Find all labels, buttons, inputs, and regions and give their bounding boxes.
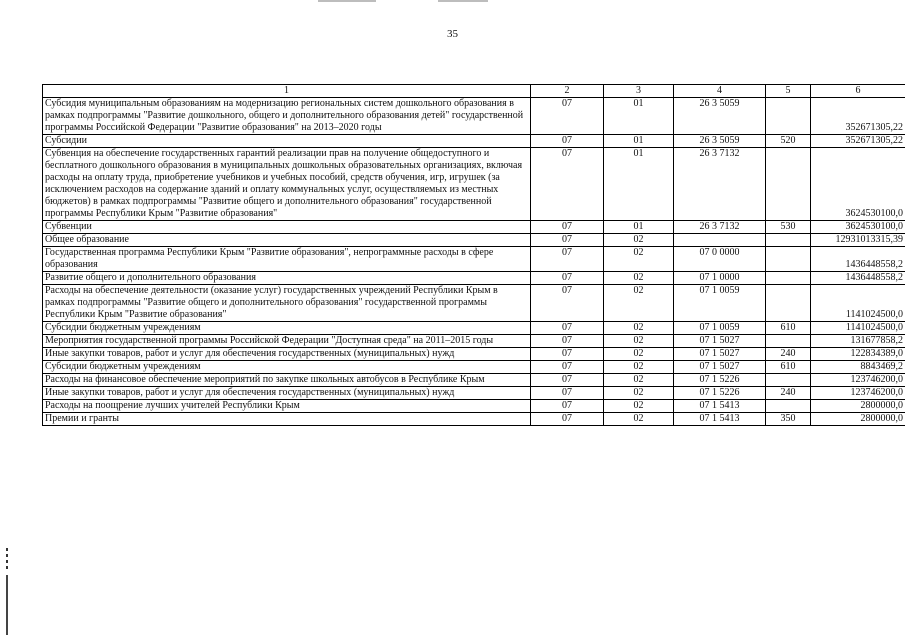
row-name: Субсидия муниципальным образованиям на модернизацию региональных систем дошкольного образования в рамках подпрограммы "Развитие дошкольного, общего и дополнительного образования детей" государственной программы Российской Федерации "Развитие образования" на 2013–2020 годы <box>43 98 531 135</box>
section-code: 07 <box>531 272 604 285</box>
amount: 123746200,0 <box>811 374 905 387</box>
row-name: Субсидии <box>43 135 531 148</box>
expense-type-code: 610 <box>766 361 811 374</box>
target-article-code: 07 1 0059 <box>674 285 766 322</box>
table-row <box>43 374 905 387</box>
section-code: 07 <box>531 361 604 374</box>
target-article-code: 26 3 7132 <box>674 221 766 234</box>
row-name: Расходы на финансовое обеспечение мероприятий по закупке школьных автобусов в Республике Крым <box>43 374 531 387</box>
row-name: Расходы на обеспечение деятельности (оказание услуг) государственных учреждений Республики Крым в рамках подпрограммы "Развитие общего и дополнительного образования" государственной программы Республики Крым "Развитие образования" <box>43 285 531 322</box>
column-header: 6 <box>811 85 905 98</box>
amount: 1141024500,0 <box>811 285 905 322</box>
table-row <box>43 285 905 322</box>
expense-type-code <box>766 98 811 135</box>
scan-edge-mark-left <box>318 0 376 2</box>
row-name: Субсидии бюджетным учреждениям <box>43 322 531 335</box>
subsection-code: 02 <box>604 234 674 247</box>
amount: 12931013315,39 <box>811 234 905 247</box>
target-article-code: 26 3 7132 <box>674 148 766 221</box>
amount: 8843469,2 <box>811 361 905 374</box>
column-header: 3 <box>604 85 674 98</box>
table-row <box>43 148 905 221</box>
expense-type-code: 240 <box>766 348 811 361</box>
subsection-code: 02 <box>604 285 674 322</box>
table-row <box>43 348 905 361</box>
section-code: 07 <box>531 374 604 387</box>
subsection-code: 02 <box>604 247 674 272</box>
row-name: Общее образование <box>43 234 531 247</box>
target-article-code: 26 3 5059 <box>674 98 766 135</box>
row-name: Иные закупки товаров, работ и услуг для обеспечения государственных (муниципальных) нужд <box>43 387 531 400</box>
row-name: Субсидии бюджетным учреждениям <box>43 361 531 374</box>
subsection-code: 01 <box>604 221 674 234</box>
scan-edge-mark-right <box>438 0 488 2</box>
binding-dots <box>6 548 8 572</box>
expense-type-code <box>766 374 811 387</box>
budget-table <box>42 84 905 426</box>
amount: 352671305,22 <box>811 98 905 135</box>
amount: 1436448558,2 <box>811 272 905 285</box>
target-article-code: 07 1 5413 <box>674 413 766 426</box>
column-number-row <box>43 85 905 98</box>
target-article-code: 26 3 5059 <box>674 135 766 148</box>
subsection-code: 02 <box>604 335 674 348</box>
column-header: 1 <box>43 85 531 98</box>
target-article-code: 07 0 0000 <box>674 247 766 272</box>
section-code: 07 <box>531 413 604 426</box>
subsection-code: 01 <box>604 148 674 221</box>
section-code: 07 <box>531 285 604 322</box>
target-article-code: 07 1 5413 <box>674 400 766 413</box>
table-row <box>43 247 905 272</box>
expense-type-code: 240 <box>766 387 811 400</box>
table-row <box>43 234 905 247</box>
amount: 2800000,0 <box>811 400 905 413</box>
target-article-code: 07 1 5027 <box>674 348 766 361</box>
row-name: Субвенции <box>43 221 531 234</box>
expense-type-code <box>766 335 811 348</box>
section-code: 07 <box>531 387 604 400</box>
section-code: 07 <box>531 221 604 234</box>
binding-line <box>6 575 8 635</box>
amount: 2800000,0 <box>811 413 905 426</box>
table-row <box>43 221 905 234</box>
row-name: Государственная программа Республики Крым "Развитие образования", непрограммные расходы в сфере образования <box>43 247 531 272</box>
section-code: 07 <box>531 98 604 135</box>
table-row <box>43 135 905 148</box>
expense-type-code <box>766 148 811 221</box>
table-row <box>43 98 905 135</box>
target-article-code: 07 1 5027 <box>674 361 766 374</box>
section-code: 07 <box>531 322 604 335</box>
expense-type-code <box>766 285 811 322</box>
row-name: Субвенция на обеспечение государственных гарантий реализации прав на получение общедоступного и бесплатного дошкольного образования в муниципальных дошкольных образовательных организациях, включая расходы на оплату труда, приобретение учебников и учебных пособий, средств обучения, игр, игрушек (за исключением расходов на содержание зданий и оплату коммунальных услуг, осуществляемых из местных бюджетов) в рамках подпрограммы "Развитие общего и дополнительного образования" государственной программы Республики Крым "Развитие образования" <box>43 148 531 221</box>
section-code: 07 <box>531 348 604 361</box>
row-name: Премии и гранты <box>43 413 531 426</box>
expense-type-code: 530 <box>766 221 811 234</box>
expense-type-code: 610 <box>766 322 811 335</box>
target-article-code: 07 1 0059 <box>674 322 766 335</box>
table-row <box>43 361 905 374</box>
row-name: Мероприятия государственной программы Российской Федерации "Доступная среда" на 2011–2015 годы <box>43 335 531 348</box>
subsection-code: 02 <box>604 361 674 374</box>
table-row <box>43 322 905 335</box>
subsection-code: 02 <box>604 413 674 426</box>
section-code: 07 <box>531 335 604 348</box>
subsection-code: 02 <box>604 374 674 387</box>
amount: 122834389,0 <box>811 348 905 361</box>
subsection-code: 02 <box>604 400 674 413</box>
subsection-code: 02 <box>604 322 674 335</box>
target-article-code: 07 1 5027 <box>674 335 766 348</box>
subsection-code: 02 <box>604 272 674 285</box>
section-code: 07 <box>531 247 604 272</box>
expense-type-code: 350 <box>766 413 811 426</box>
expense-type-code <box>766 272 811 285</box>
amount: 123746200,0 <box>811 387 905 400</box>
subsection-code: 01 <box>604 98 674 135</box>
amount: 1436448558,2 <box>811 247 905 272</box>
amount: 352671305,22 <box>811 135 905 148</box>
expense-type-code <box>766 247 811 272</box>
section-code: 07 <box>531 135 604 148</box>
table-row <box>43 400 905 413</box>
section-code: 07 <box>531 400 604 413</box>
amount: 3624530100,0 <box>811 221 905 234</box>
amount: 131677858,2 <box>811 335 905 348</box>
target-article-code: 07 1 5226 <box>674 387 766 400</box>
expense-type-code <box>766 400 811 413</box>
section-code: 07 <box>531 234 604 247</box>
page-number: 35 <box>447 28 458 40</box>
target-article-code <box>674 234 766 247</box>
target-article-code: 07 1 0000 <box>674 272 766 285</box>
row-name: Развитие общего и дополнительного образования <box>43 272 531 285</box>
table-row <box>43 335 905 348</box>
table-row <box>43 387 905 400</box>
column-header: 2 <box>531 85 604 98</box>
amount: 1141024500,0 <box>811 322 905 335</box>
target-article-code: 07 1 5226 <box>674 374 766 387</box>
column-header: 5 <box>766 85 811 98</box>
row-name: Иные закупки товаров, работ и услуг для обеспечения государственных (муниципальных) нужд <box>43 348 531 361</box>
table-row <box>43 272 905 285</box>
subsection-code: 02 <box>604 348 674 361</box>
expense-type-code: 520 <box>766 135 811 148</box>
row-name: Расходы на поощрение лучших учителей Республики Крым <box>43 400 531 413</box>
amount: 3624530100,0 <box>811 148 905 221</box>
table-row <box>43 413 905 426</box>
section-code: 07 <box>531 148 604 221</box>
column-header: 4 <box>674 85 766 98</box>
subsection-code: 02 <box>604 387 674 400</box>
subsection-code: 01 <box>604 135 674 148</box>
expense-type-code <box>766 234 811 247</box>
